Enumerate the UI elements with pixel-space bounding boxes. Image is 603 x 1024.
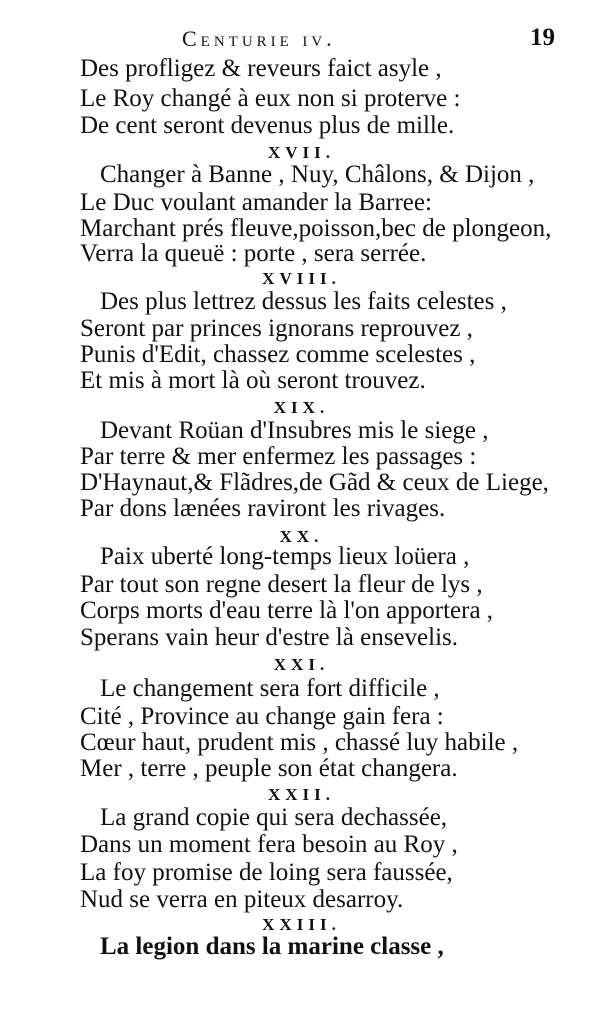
verse-line: Marchant prés fleuve,poisson,bec de plongeon, [80, 215, 552, 242]
verse-line: D'Haynaut,& Flãdres,de Gãd & ceux de Liege, [80, 469, 549, 496]
quatrain-number: XIX. [273, 398, 330, 417]
verse-line: Et mis à mort là où seront trouvez. [80, 367, 426, 394]
quatrain-number: XXII. [267, 785, 336, 804]
verse-line: Corps morts d'eau terre là l'on apportera , [80, 597, 494, 624]
page-number: 19 [530, 24, 555, 51]
verse-line: Changer à Banne , Nuy, Châlons, & Dijon , [100, 161, 535, 188]
verse-line: Le Roy changé à eux non si proterve : [80, 85, 461, 112]
verse-line: La grand copie qui sera dechassée, [100, 804, 448, 831]
verse-line: Le Duc voulant amander la Barree: [80, 189, 432, 216]
running-title: Centurie iv. [182, 26, 336, 51]
verse-line: Devant Roüan d'Insubres mis le siege , [100, 417, 489, 444]
verse-line: Par tout son regne desert la fleur de lys , [80, 571, 483, 598]
verse-line: Seront par princes ignorans reprouvez , [80, 315, 473, 342]
verse-line: Le changement sera fort difficile , [100, 675, 440, 702]
verse-line: La legion dans la marine classe , [100, 933, 444, 960]
quatrain-number: XVII. [267, 143, 336, 162]
verse-line: Punis d'Edit, chassez comme scelestes , [80, 341, 476, 368]
verse-line: Nud se verra en piteux desarroy. [80, 886, 404, 913]
verse-line: Des plus lettrez dessus les faits celestes , [100, 288, 507, 315]
verse-line: Cœur haut, prudent mis , chassé luy habile , [80, 729, 519, 756]
verse-line: Sperans vain heur d'estre là ensevelis. [80, 624, 458, 651]
verse-line: De cent seront devenus plus de mille. [80, 112, 455, 139]
verse-line: Mer , terre , peuple son état changera. [80, 755, 458, 782]
verse-line: Des profligez & reveurs faict asyle , [80, 55, 442, 82]
quatrain-number: XX. [279, 527, 324, 546]
verse-line: Verra la queuë : porte , sera serrée. [80, 240, 427, 267]
quatrain-number: XXIII. [262, 915, 341, 934]
quatrain-number: XXI. [273, 655, 330, 674]
quatrain-number: XVIII. [262, 269, 341, 288]
verse-line: La foy promise de loing sera faussée, [80, 859, 453, 886]
page-header [0, 26, 603, 54]
verse-line: Paix uberté long-temps lieux loüera , [100, 543, 470, 570]
verse-line: Cité , Province au change gain fera : [80, 703, 444, 730]
verse-line: Dans un moment fera besoin au Roy , [80, 831, 458, 858]
verse-line: Par dons lænées raviront les rivages. [80, 495, 446, 522]
verse-line: Par terre & mer enfermez les passages : [80, 443, 477, 470]
